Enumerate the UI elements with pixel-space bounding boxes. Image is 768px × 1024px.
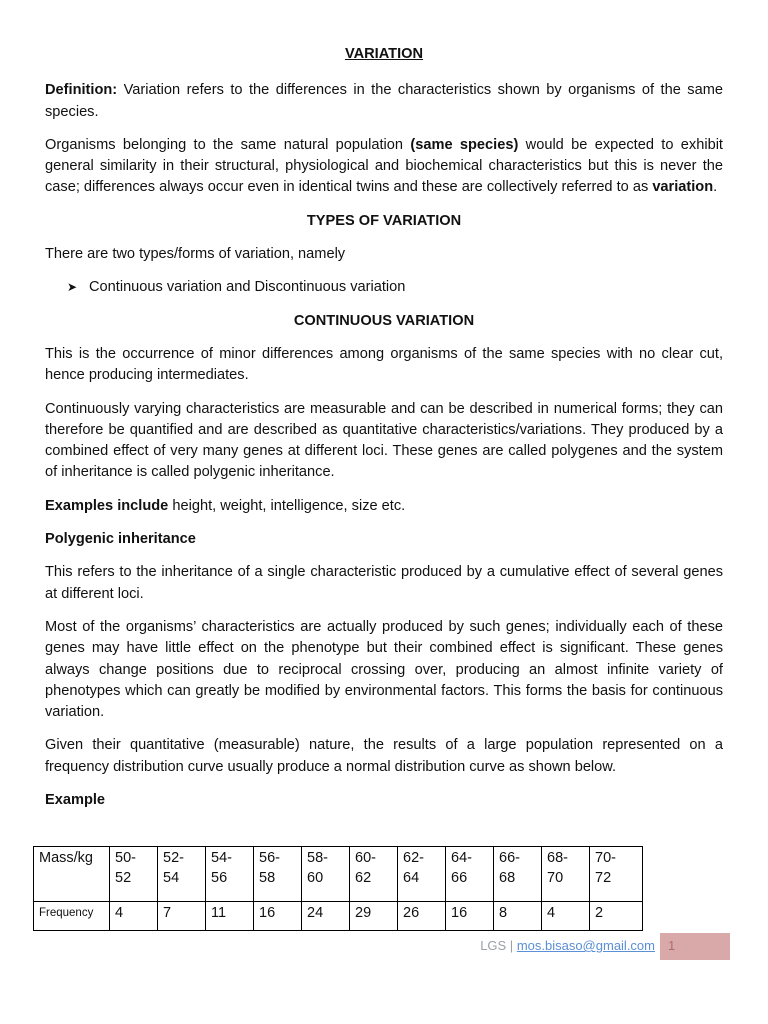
table-cell: 26 xyxy=(398,902,446,931)
definition-label: Definition: xyxy=(45,82,118,99)
bullet-item xyxy=(67,277,723,298)
table-cell: 8 xyxy=(494,902,542,931)
types-heading: TYPES OF VARIATION xyxy=(306,212,462,229)
bullet-text: Continuous variation and Discontinuous variation xyxy=(89,279,406,296)
example-heading: Example xyxy=(45,792,106,809)
table-cell: 66- 68 xyxy=(494,847,542,902)
intro-part1: Organisms belonging to the same natural population xyxy=(45,136,404,153)
continuous-heading: CONTINUOUS VARIATION xyxy=(293,312,475,329)
continuous-p1: This is the occurrence of minor differences among organisms of the same species with no clear cut, hence producing intermediates. xyxy=(45,345,723,384)
continuous-p2: Continuously varying characteristics are measurable and can be described in numerical forms; they can therefore be quantified and are described as quantitative characteristics/variations. They produced by a combined effect of very many genes at different loci. These genes are called polygenes and the system of inheritance is called polygenic inheritance. xyxy=(45,400,723,481)
table-cell: 62- 64 xyxy=(398,847,446,902)
polygenic-p2: Most of the organisms’ characteristics are actually produced by such genes; individually each of these genes may have little effect on the phenotype but their combined effect is significant. These genes always change positions due to reciprocal crossing over, producing an almost infinite variety of phenotypes which can greatly be modified by environmental factors. This forms the basis for continuous variation. xyxy=(45,618,723,721)
table-cell: 56- 58 xyxy=(254,847,302,902)
types-text: There are two types/forms of variation, namely xyxy=(45,246,346,263)
page-number: 1 xyxy=(668,938,676,953)
table-cell: 52- 54 xyxy=(158,847,206,902)
table-row-mass xyxy=(34,847,643,902)
footer-text xyxy=(480,938,655,953)
intro-end: . xyxy=(713,179,718,196)
table-cell: 29 xyxy=(350,902,398,931)
table-cell: 4 xyxy=(542,902,590,931)
table-cell: 11 xyxy=(206,902,254,931)
page-footer xyxy=(0,933,768,961)
footer-email-link[interactable]: mos.bisaso@gmail.com xyxy=(516,938,655,953)
intro-paragraph xyxy=(45,135,723,199)
table-row-label: Frequency xyxy=(34,902,110,931)
footer-prefix: LGS | xyxy=(480,938,517,953)
intro-bold-end: variation xyxy=(652,179,714,196)
table-cell: 24 xyxy=(302,902,350,931)
polygenic-p3: Given their quantitative (measurable) nature, the results of a large population represented on a frequency distribution curve usually produce a normal distribution curve as shown below. xyxy=(45,737,723,775)
table-cell: 64- 66 xyxy=(446,847,494,902)
polygenic-p1: This refers to the inheritance of a single characteristic produced by a cumulative effect of several genes at different loci. xyxy=(45,564,723,602)
table-cell: 7 xyxy=(158,902,206,931)
table-cell: 4 xyxy=(110,902,158,931)
arrow-bullet-icon: ➤ xyxy=(67,280,78,295)
table-cell: 16 xyxy=(446,902,494,931)
definition-paragraph xyxy=(45,80,723,123)
mass-frequency-table xyxy=(33,846,643,931)
examples-text: height, weight, intelligence, size etc. xyxy=(172,497,406,514)
examples-paragraph xyxy=(45,496,723,517)
intro-part2: would be expected to exhibit general similarity in their structural, physiological and biochemical characteristics but this is never the case; differences always occur even in identical twins and these are collectively referred to as xyxy=(45,136,723,196)
table-cell: 50- 52 xyxy=(110,847,158,902)
table-cell: 60- 62 xyxy=(350,847,398,902)
intro-bold: (same species) xyxy=(410,136,519,153)
table-cell: 68- 70 xyxy=(542,847,590,902)
page-number-box xyxy=(660,933,730,960)
polygenic-heading: Polygenic inheritance xyxy=(45,531,196,548)
page-title: VARIATION xyxy=(344,46,424,62)
table-cell: 70- 72 xyxy=(590,847,643,902)
table-cell: 58- 60 xyxy=(302,847,350,902)
examples-label: Examples include xyxy=(45,497,169,514)
table-cell: 54- 56 xyxy=(206,847,254,902)
definition-text: Variation refers to the differences in the characteristics shown by organisms of the same species. xyxy=(45,82,723,120)
table-cell: 16 xyxy=(254,902,302,931)
table-cell: 2 xyxy=(590,902,643,931)
document-body xyxy=(45,44,723,823)
table-row-frequency xyxy=(34,902,643,931)
table-row-label: Mass/kg xyxy=(34,847,110,902)
